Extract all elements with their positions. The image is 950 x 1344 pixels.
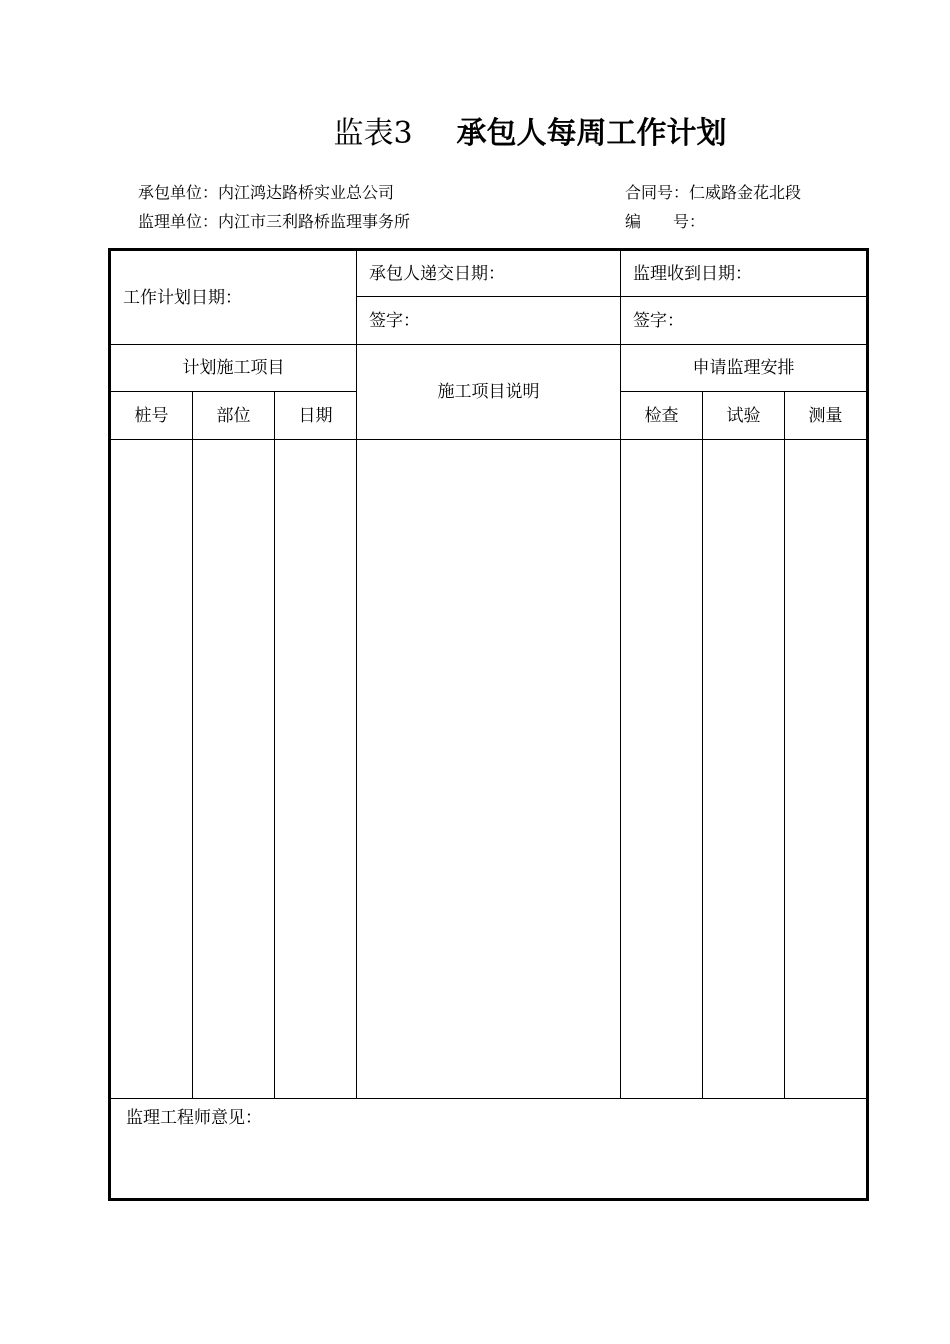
serial-line <box>625 212 705 232</box>
contract-line <box>625 183 801 203</box>
supervisor-signature-field[interactable] <box>621 297 866 344</box>
contractor-signature-label: 签字： <box>369 310 420 331</box>
contractor-submit-date-field[interactable] <box>357 251 620 296</box>
weekly-plan-form <box>108 248 869 1201</box>
page-title <box>0 114 950 154</box>
supervisor-value: 内江市三利路桥监理事务所 <box>218 212 411 231</box>
column-header-pile-no: 桩号 <box>134 405 169 426</box>
entries-area[interactable] <box>111 440 866 1098</box>
supervisor-label: 监理单位： <box>138 212 219 231</box>
contractor-value: 内江鸿达路桥实业总公司 <box>218 183 395 202</box>
form-title: 承包人每周工作计划 <box>456 116 727 151</box>
contract-label: 合同号： <box>625 183 690 202</box>
planned-items-header: 计划施工项目 <box>182 358 285 378</box>
contractor-label: 承包单位： <box>138 183 219 202</box>
contract-value: 仁威路金花北段 <box>689 183 802 202</box>
supervisor-receive-date-label: 监理收到日期： <box>633 263 752 284</box>
item-description-header: 施工项目说明 <box>437 382 540 402</box>
engineer-opinion-label: 监理工程师意见： <box>126 1108 262 1128</box>
plan-date-field[interactable] <box>111 251 356 344</box>
contractor-signature-field[interactable] <box>357 297 620 344</box>
column-header-inspection: 检查 <box>644 405 679 426</box>
form-code: 监表3 <box>333 116 413 151</box>
plan-date-label: 工作计划日期： <box>123 287 242 308</box>
request-arrangement-header: 申请监理安排 <box>692 358 795 378</box>
supervisor-signature-label: 签字： <box>633 310 684 331</box>
supervisor-line <box>138 212 410 232</box>
column-header-date: 日期 <box>298 405 333 426</box>
column-header-test: 试验 <box>726 405 761 426</box>
column-header-location: 部位 <box>216 405 251 426</box>
contractor-line <box>138 183 394 203</box>
supervisor-receive-date-field[interactable] <box>621 251 866 296</box>
engineer-opinion-field[interactable] <box>111 1099 866 1198</box>
column-header-survey: 测量 <box>808 405 843 426</box>
contractor-submit-date-label: 承包人递交日期： <box>369 263 505 284</box>
serial-label: 编 号： <box>625 212 706 231</box>
